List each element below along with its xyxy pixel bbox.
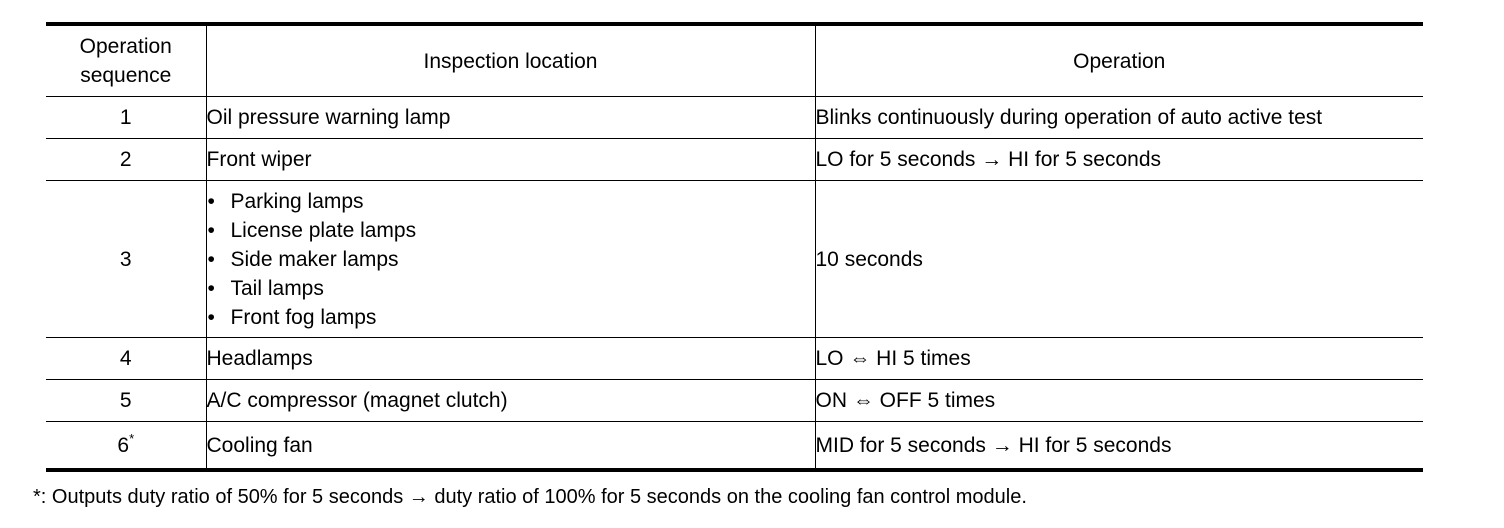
bullet: • [207, 247, 215, 271]
sequence-cell: 4 [46, 338, 206, 380]
lamp-list [207, 187, 815, 332]
sequence-number: 6 [117, 433, 130, 457]
list-item [207, 245, 815, 274]
table-header-row [46, 24, 1423, 97]
inspection-location-cell: A/C compressor (magnet clutch) [206, 380, 815, 422]
inspection-location-cell: Headlamps [206, 338, 815, 380]
header-operation: Operation [815, 24, 1423, 97]
operation-cell: LO for 5 seconds → HI for 5 seconds [815, 139, 1423, 181]
list-item-label: License plate lamps [230, 218, 417, 242]
table-row [46, 181, 1423, 338]
table-row [46, 338, 1423, 380]
sequence-cell: 1 [46, 97, 206, 139]
bullet: • [207, 218, 215, 242]
sequence-cell: 5 [46, 380, 206, 422]
list-item-label: Front fog lamps [230, 305, 377, 329]
table-row [46, 97, 1423, 139]
bullet: • [207, 189, 215, 213]
operation-cell: ON ⇔ OFF 5 times [815, 380, 1423, 422]
sequence-cell: 2 [46, 139, 206, 181]
header-operation-sequence [46, 24, 206, 97]
sequence-cell: 3 [46, 181, 206, 338]
operation-cell: 10 seconds [815, 181, 1423, 338]
footnote [33, 484, 1027, 510]
list-item-label: Parking lamps [230, 189, 364, 213]
bullet: • [207, 305, 215, 329]
footnote-mark: * [33, 486, 41, 508]
table-row [46, 380, 1423, 422]
list-item [207, 216, 815, 245]
sequence-cell [46, 422, 206, 471]
inspection-location-cell: Oil pressure warning lamp [206, 97, 815, 139]
inspection-location-cell [206, 181, 815, 338]
inspection-location-cell: Cooling fan [206, 422, 815, 471]
operation-cell: Blinks continuously during operation of auto active test [815, 97, 1423, 139]
list-item [207, 274, 815, 303]
bullet: • [207, 276, 215, 300]
footnote-reference-mark: * [129, 430, 135, 446]
table-row [46, 139, 1423, 181]
footnote-text: : Outputs duty ratio of 50% for 5 seconds → duty ratio of 100% for 5 seconds on the cooling fan control module. [40, 486, 1027, 508]
inspection-table [46, 22, 1423, 472]
list-item [207, 303, 815, 332]
list-item [207, 187, 815, 216]
header-inspection-location: Inspection location [206, 24, 815, 97]
header-operation-sequence-label: Operation sequence [79, 35, 172, 87]
list-item-label: Tail lamps [230, 276, 324, 300]
inspection-location-cell: Front wiper [206, 139, 815, 181]
operation-cell: LO ⇔ HI 5 times [815, 338, 1423, 380]
list-item-label: Side maker lamps [230, 247, 399, 271]
operation-cell: MID for 5 seconds → HI for 5 seconds [815, 422, 1423, 471]
table-row [46, 422, 1423, 471]
